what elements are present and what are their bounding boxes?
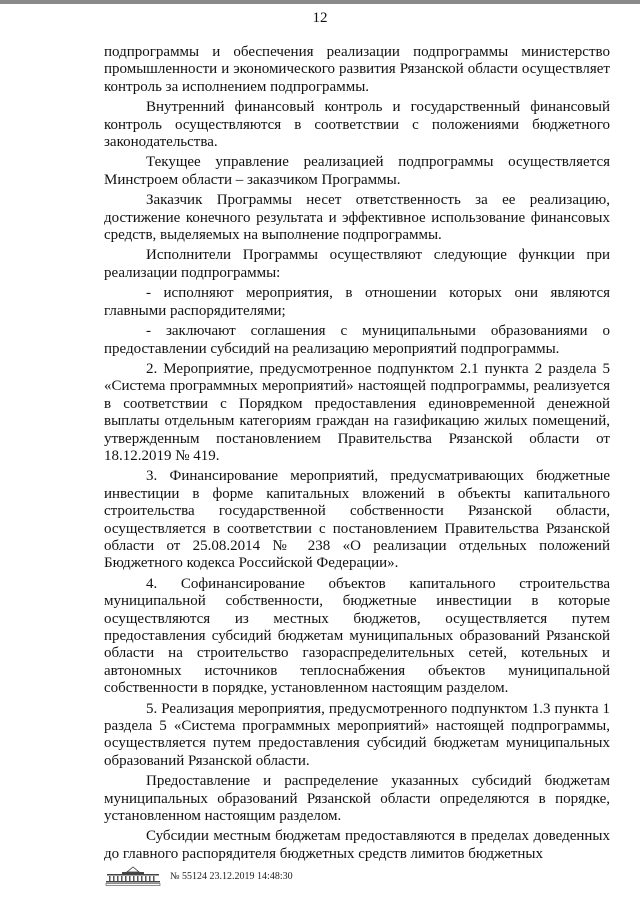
paragraph: 3. Финансирование мероприятий, предусматривающих бюджетные инвестиции в форме капитальных вложений в объекты капитального строительства государственной собственности Рязанской области, осуществляется в соответствии с постановлением Правительства Рязанской области от 25.08.2014 № 238 «О реализации отдельных положений Бюджетного кодекса Российской Федерации».	[104, 468, 610, 572]
government-building-stamp-icon	[104, 866, 162, 886]
paragraph: Исполнители Программы осуществляют следующие функции при реализации подпрограммы:	[104, 247, 610, 281]
list-item: - исполняют мероприятия, в отношении которых они являются главными распорядителями;	[104, 285, 610, 319]
paragraph: Предоставление и распределение указанных субсидий бюджетам муниципальных образований Рязанской области определяются в порядке, установленном настоящим разделом.	[104, 773, 610, 825]
page-number: 12	[312, 10, 328, 26]
paragraph: 2. Мероприятие, предусмотренное подпунктом 2.1 пункта 2 раздела 5 «Система программных мероприятий» настоящей подпрограммы, реализуется в соответствии с Порядком предоставления единовременной денежной выплаты отдельным категориям граждан на газификацию жилых помещений, утвержденным постановлением Правительства Рязанской области от 18.12.2019 № 419.	[104, 360, 610, 464]
paragraph: Внутренний финансовый контроль и государственный финансовый контроль осуществляются в соответствии с положениями бюджетного законодательства.	[104, 99, 610, 151]
list-item: - заключают соглашения с муниципальными образованиями о предоставлении субсидий на реализацию мероприятий подпрограммы.	[104, 323, 610, 357]
paragraph: 5. Реализация мероприятия, предусмотренного подпунктом 1.3 пункта 1 раздела 5 «Система программных мероприятий» настоящей подпрограммы, осуществляется путем предоставления субсидий бюджетам муниципальных образований Рязанской области.	[104, 700, 610, 769]
paragraph: подпрограммы и обеспечения реализации подпрограммы министерство промышленности и экономического развития Рязанской области осуществляет контроль за исполнением подпрограммы.	[104, 44, 610, 95]
paragraph: Заказчик Программы несет ответственность за ее реализацию, достижение конечного результата и эффективное использование финансовых средств, выделяемых на выполнение подпрограммы.	[104, 192, 610, 244]
paragraph: Субсидии местным бюджетам предоставляются в пределах доведенных до главного распорядителя бюджетных средств лимитов бюджетных	[104, 828, 610, 862]
document-footer	[104, 866, 524, 888]
paragraph: Текущее управление реализацией подпрограммы осуществляется Минстроем области – заказчиком Программы.	[104, 154, 610, 188]
registration-stamp: № 55124 23.12.2019 14:48:30	[170, 871, 293, 882]
document-body	[104, 44, 610, 866]
paragraph: 4. Софинансирование объектов капитального строительства муниципальной собственности, бюджетные инвестиции в которые осуществляются из местных бюджетов, осуществляется путем предоставления субсидий бюджетам муниципальных образований Рязанской области на строительство газораспределительных сетей, котельных и автономных источников теплоснабжения объектов муниципальной собственности в порядке, установленном настоящим разделом.	[104, 575, 610, 697]
scan-edge-line	[0, 0, 640, 4]
